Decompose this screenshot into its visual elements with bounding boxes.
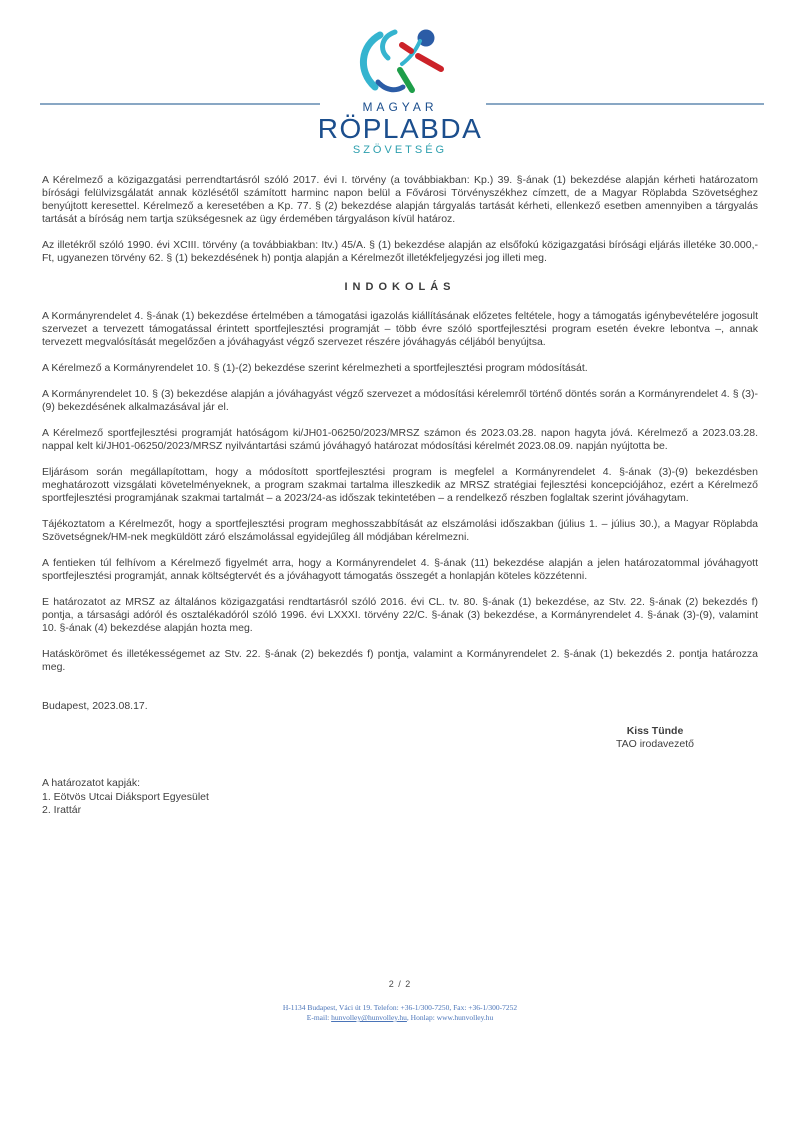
page-number: 2 / 2	[388, 979, 412, 989]
signer-title: TAO irodavezető	[615, 738, 694, 750]
header-rule-right	[486, 103, 764, 105]
date-line: Budapest, 2023.08.17.	[42, 700, 148, 712]
body-paragraph: Az illetékről szóló 1990. évi XCIII. törvény (a továbbiakban: Itv.) 45/A. § (1) bekezdése alapján az elsőfokú közigazgatási bírósági eljárás illetéke 30.000,- Ft, ugyanezen törvény 62. § (1) bekezdésének h) pontja alapján a Kérelmezőt illetékfeljegyzési jog illeti meg.	[42, 239, 758, 264]
body-paragraph: Eljárásom során megállapítottam, hogy a módosított sportfejlesztési program is megfelel a Kormányrendelet 4. §-ának (3)-(9) bekezdésben meghatározott vizsgálati követelményeknek, a program szakmai tartalma illeszkedik az MRSZ stratégiai fejlesztési koncepciójához, ezért a Kérelmező sportfejlesztési programjának szakmai tartalmát – a 2023/24-as időszak tekintetében – a rendelkező részben foglaltak szerint jóváhagytam.	[42, 466, 758, 504]
recipient-item: 1. Eötvös Utcai Diáksport Egyesület	[42, 790, 209, 803]
body-paragraph: E határozatot az MRSZ az általános közigazgatási rendtartásról szóló 2016. évi CL. tv. 80. §-ának (1) bekezdése, az Stv. 22. §-ának (2) bekezdés f) pontja, a társasági adóról és osztalékadóról szóló 1996. évi LXXXI. törvény 22/C. §-ának (3) bekezdése, a Kormányrendelet 4. §-ának (3)-(9), valamint 10. §-ának (4) bekezdése alapján hozta meg.	[42, 596, 758, 634]
document-body	[42, 174, 758, 818]
footer-honlap-label: , Honlap:	[406, 1013, 437, 1022]
section-heading-indokolas: INDOKOLÁS	[344, 281, 456, 293]
recipients-list	[42, 777, 758, 818]
recipient-item: 2. Irattár	[42, 804, 82, 816]
recipients-label: A határozatot kapják:	[42, 777, 141, 789]
logo-text-magyar: MAGYAR	[362, 100, 438, 114]
body-paragraph: A fentieken túl felhívom a Kérelmező figyelmét arra, hogy a Kormányrendelet 4. §-ának (11) bekezdése alapján a jelen határozatommal jóváhagyott sportfejlesztési programját, annak költségtervét és a jóváhagyott támogatás összegét a honlapján köteles közzétenni.	[42, 557, 758, 582]
signature-block	[550, 725, 760, 751]
footer-website: www.hunvolley.hu	[436, 1013, 494, 1022]
footer-address-line: H-1134 Budapest, Váci út 19. Telefon: +36-1/300-7250, Fax: +36-1/300-7252	[282, 1003, 518, 1012]
body-paragraph: A Kérelmező a Kormányrendelet 10. § (1)-(2) bekezdése szerint kérelmezheti a sportfejlesztési program módosítását.	[42, 362, 588, 374]
body-paragraph: A Kérelmező a közigazgatási perrendtartásról szóló 2017. évi I. törvény (a továbbiakban: Kp.) 39. §-ának (1) bekezdése alapján kérheti határozatom bírósági felülvizsgálatát annak közlésétől számított harminc napon belül a Fővárosi Törvényszékhez címzett, de a Magyar Röplabda Szövetséghez benyújtott keresettel. Kérelmező a keresetében a Kp. 77. § (2) bekezdése alapján tárgyalás tartását kérheti, ellenkező esetben amennyiben a tárgyalás tartását a bíróság nem tartja szükségesnek az ügy érdemében tárgyaláson kívül határoz.	[42, 174, 758, 225]
body-paragraph: A Kormányrendelet 4. §-ának (1) bekezdése értelmében a támogatási igazolás kiállításának előzetes feltétele, hogy a támogatás igénybevételére jogosult szervezet a tervezett támogatással érintett sportfejlesztési programját – több évre szóló sportfejlesztési program esetén évekre lebontva –, annak tervezett megvalósítását megelőzően a jóváhagyást végző szervezet részére jóváhagyás céljából benyújtsa.	[42, 310, 758, 348]
body-paragraph: Tájékoztatom a Kérelmezőt, hogy a sportfejlesztési program meghosszabbítását az elszámolási időszakban (július 1. – július 30.), a Magyar Röplabda Szövetségnek/HM-nek megküldött záró elszámolással egyidejűleg áll módjában kérelmezni.	[42, 518, 758, 543]
footer-email-label: E-mail:	[306, 1013, 332, 1022]
logo-text-roplabda: RÖPLABDA	[317, 113, 483, 144]
footer-links-line	[0, 1013, 800, 1023]
footer-email-link[interactable]: hunvolley@hunvolley.hu	[331, 1013, 407, 1022]
header-rule-left	[40, 103, 320, 105]
body-paragraph: A Kérelmező sportfejlesztési programját hatóságom ki/JH01-06250/2023/MRSZ számon és 2023.03.28. napon hagyta jóvá. Kérelmező a 2023.03.28. nappal kelt ki/JH01-06250/2023/MRSZ nyilvántartási számú jóváhagyó határozat módosítási kérelmét 2023.08.09. napján nyújtotta be.	[42, 427, 758, 452]
signer-name: Kiss Tünde	[626, 725, 684, 737]
body-paragraph: Hatáskörömet és illetékességemet az Stv. 22. §-ának (2) bekezdés f) pontja, valamint a Kormányrendelet 2. §-ának (1) bekezdés 2. pontja határozza meg.	[42, 648, 758, 673]
volleyball-federation-logo-icon	[342, 28, 458, 98]
logo-text-szovetseg: SZÖVETSÉG	[352, 144, 448, 156]
letterhead	[0, 0, 800, 156]
body-paragraph: A Kormányrendelet 10. § (3) bekezdése alapján a jóváhagyást végző szervezet a módosítási kérelemről történő döntés során a Kormányrendelet 4. § (3)-(9) bekezdésének alkalmazásával jár el.	[42, 388, 758, 413]
footer-contact	[0, 1003, 800, 1023]
